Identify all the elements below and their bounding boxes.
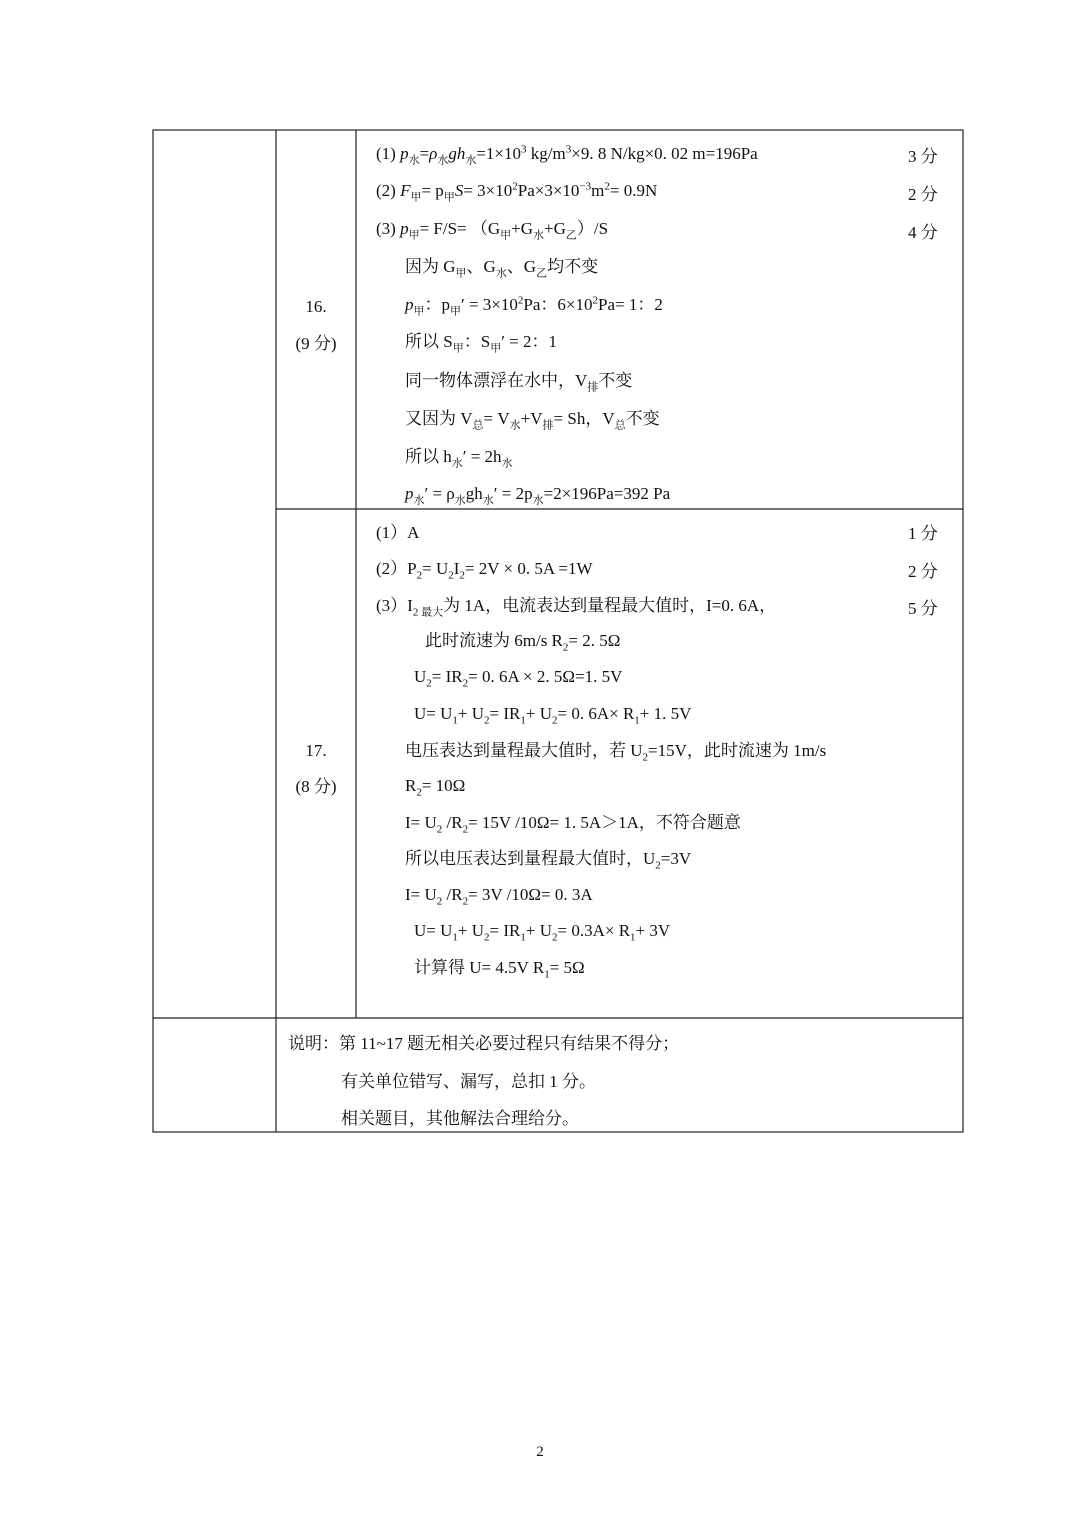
solution-line: 所以 $h_水' = 2h_水$ [405,447,513,470]
solution-line: 此时流速为 6m/s $R_2= 2$. 5Ω [425,631,621,654]
solution-line: (1）A [376,523,420,542]
solution-line: $U_2= IR_2= 0$. 6A × 2. 5Ω=1. 5V [414,667,623,690]
solution-line: 因为 $G_甲$、$G_水$、$G_乙$均不变 [405,257,599,280]
question-score: (9 分) [295,334,337,353]
solution-line: 所以电压表达到量程最大值时，$U_2=3V$ [405,849,692,872]
page-number: 2 [536,1444,544,1460]
note-line: 说明：第 11~17 题无相关必要过程只有结果不得分； [288,1034,680,1053]
question-number: 16. [305,297,327,316]
solution-line: $(3)I_{2 最大}$为 1A，电流表达到量程最大值时，I=0. 6A， [376,596,777,619]
solution-line: 又因为 $V_总= V_水+V_排= Sh$，$V_总$不变 [405,409,660,432]
solution-line: 同一物体漂浮在水中，$V_排$不变 [405,371,633,394]
note-line: 有关单位错写、漏写，总扣 1 分。 [341,1072,596,1091]
solution-line: (2) $F_甲= p_甲S= 3\times 10^2Pa\times 3\times 10^{-3}m^2= 0.9N$ [376,180,658,204]
solution-line: $I= U_2$ $/R_2= 15V$ /10Ω= 1. 5A＞1A，不符合题意 [405,813,741,836]
question-score: (8 分) [295,777,337,796]
points-label: 3 分 [908,147,938,166]
solution-line: $p_水' = \rho_水gh_水' = 2p_水=2\times 196Pa=392$ Pa [405,484,671,507]
solution-line: 电压表达到量程最大值时，若 $U_2=15V$，此时流速为 1m/s [405,741,827,764]
solution-line: $U= U_1+ U_2= IR_1+ U_2= 0.3A\times R_1+ 3V$ [414,921,671,944]
solution-line: $(2)P_2= U_2I_2= 2V \times 0$. 5A =1W [376,559,593,582]
solution-line: 所以 $S_甲$：$S_甲' = 2$：1 [405,332,557,355]
solution-line: (3) $p_甲= F/S= (G_甲+G_水+G_乙)/S$ [376,219,609,242]
solution-line: (1) $p_水=\rho_水gh_水=1\times 10^3$ $kg/m^3\times 9$. 8 N/kg×0. 02 m=196Pa [376,143,758,167]
points-label: 2 分 [908,185,938,204]
solution-line: 计算得 U= 4.5V $R_1= 5\Omega$ [414,958,585,981]
points-label: 2 分 [908,562,938,581]
question-number: 17. [305,741,327,760]
solution-line: $U= U_1+ U_2= IR_1+ U_2= 0$. $6A\times R_1+ 1$. 5V [414,704,692,727]
solution-line: $p_甲$：$p_甲' = 3\times 10^2Pa$：$6\times 10^2Pa= 1$：2 [405,294,663,318]
points-label: 5 分 [908,599,938,618]
points-label: 4 分 [908,223,938,242]
note-line: 相关题目，其他解法合理给分。 [341,1109,579,1128]
solution-line: $R_2= 10\Omega$ [405,776,466,799]
solution-line: $I= U_2$ $/R_2= 3V$ /10Ω= 0. 3A [405,885,593,908]
points-label: 1 分 [908,524,938,543]
